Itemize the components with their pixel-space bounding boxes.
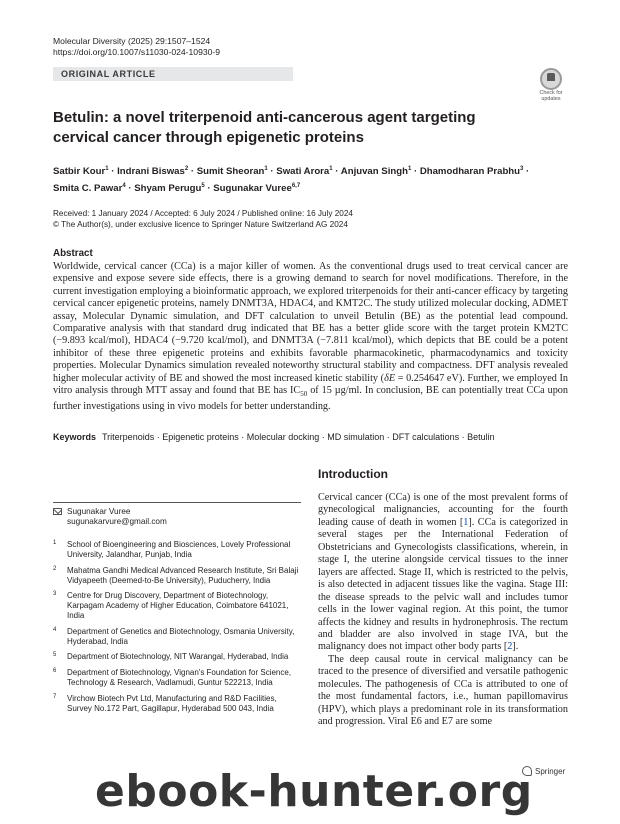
bookmark-icon <box>540 68 562 90</box>
publisher-logo <box>522 766 565 776</box>
author[interactable]: Sugunakar Vuree$^{6,7}$ <box>213 183 301 194</box>
author[interactable]: Shyam Perugu$^5$ <box>134 183 205 194</box>
affiliations <box>53 540 301 719</box>
springer-horse-icon <box>522 766 532 776</box>
journal-header <box>53 36 220 58</box>
author[interactable]: Indrani Biswas$^2$ <box>117 166 189 177</box>
introduction-text <box>318 492 568 729</box>
correspondence <box>53 507 301 527</box>
keywords-list: Triterpenoids · Epigenetic proteins · Molecular docking · MD simulation · DFT calculations · Betulin <box>102 432 495 442</box>
author[interactable]: Sumit Sheoran$^1$ <box>196 166 268 177</box>
affiliation: 2 Mahatma Gandhi Medical Advanced Research Institute, Sri Balaji Vidyapeeth (Deemed-to-Be University), Puducherry, India <box>53 565 299 585</box>
affiliation: 4 Department of Genetics and Biotechnology, Osmania University, Hyderabad, India <box>53 626 295 646</box>
publisher-name: Springer <box>535 766 566 776</box>
affiliation: 7 Virchow Biotech Pvt Ltd, Manufacturing and R&D Facilities, Survey No.172 Part, Gagillapur, Hyderabad 500 043, India <box>53 693 277 713</box>
keywords-label: Keywords <box>53 432 97 442</box>
author[interactable]: Anjuvan Singh$^1$ <box>340 166 412 177</box>
journal-citation: Molecular Diversity (2025) 29:1507–1524 <box>53 36 211 46</box>
copyright-line: © The Author(s), under exclusive licence to Springer Nature Switzerland AG 2024 <box>53 220 348 229</box>
footnote-divider <box>53 502 301 503</box>
corresponding-author: Sugunakar Vuree <box>67 507 131 516</box>
abstract-heading: Abstract <box>53 248 93 259</box>
abstract-text: Worldwide, cervical cancer (CCa) is a major killer of women. As the conventional drugs used to treat cervical cancer are expensive and expose severe side effects, there is a growing demand to search for novel modifications. Therefore, in the current investigation employing a bioinformatic approach, we explored triterpenoids for their anti-cancer efficacy by targeting cervical cancer epigenetic proteins, namely DNMT3A, HDAC4, and KMT2C. The study utilized molecular docking, ADMET assay, Molecular Dynamic simulation, and DFT calculation to unveil Betulin (BE) as the potential lead compound. Comparative analysis with that standard drug indicated that BE has a better glide score with the target protein KM2TC (−9.893 kcal/mol), HDAC4 (−9.720 kcal/mol), and DNMT3A (−7.811 kcal/mol), which depicts that BE could be a potent inhibitor of these three epigenetic proteins and exhibits favorable pharmacokinetic, pharmacodynamics and toxicity properties. Molecular Dynamics simulation revealed noteworthy structural stability and compactness. DFT analysis revealed higher molecular activity of BE and showed the most increased kinetic stability (δE = 0.254647 eV). Further, we employed In vitro analysis through MTT assay and found that BE has $IC_{50}$ of 15 µg/ml. In conclusion, BE can potentially treat CCa upon further investigations using in vivo models for better understanding. <box>53 261 569 412</box>
envelope-icon <box>53 508 62 515</box>
check-for-updates-badge[interactable] <box>536 68 566 102</box>
citation-link[interactable]: 1 <box>463 516 469 528</box>
citation-link[interactable]: 2 <box>507 641 513 653</box>
author[interactable]: Swati Arora$^1$ <box>276 166 333 177</box>
affiliation: 1 School of Bioengineering and Biosciences, Lovely Professional University, Jalandhar, Punjab, India <box>53 540 291 559</box>
history-dates: Received: 1 January 2024 / Accepted: 6 July 2024 / Published online: 16 July 2024 <box>53 209 353 218</box>
doi-link[interactable]: https://doi.org/10.1007/s11030-024-10930-9 <box>53 47 221 57</box>
affiliation: 5 Department of Biotechnology, NIT Warangal, Hyderabad, India <box>53 652 289 662</box>
author[interactable]: Dhamodharan Prabhu$^3$ <box>419 166 524 177</box>
author[interactable]: Smita C. Pawar$^4$ <box>53 183 126 194</box>
introduction-heading: Introduction <box>318 467 388 481</box>
author[interactable]: Satbir Kour$^1$ <box>53 166 109 177</box>
affiliation: 6 Department of Biotechnology, Vignan's Foundation for Science, Technology & Research, Vadlamudi, Guntur 522213, India <box>53 667 292 687</box>
article-type-banner: ORIGINAL ARTICLE <box>53 67 293 81</box>
corresponding-email[interactable]: sugunakarvure@gmail.com <box>67 517 167 526</box>
affiliation: 3 Centre for Drug Discovery, Department of Biotechnology, Karpagam Academy of Higher Education, Coimbatore 641021, India <box>53 591 289 621</box>
intro-paragraph-1: Cervical cancer (CCa) is one of the most prevalent forms of gynecological malignancies, accounting for the fourth leading cause of death in women [1]. CCa is categorized in several stages per the International Federation of Obstetricians and Gynecologists classifications, wherein, in stage I, the uterine alongside cervical tissues to the inner layers are affected. Stage II, which is restricted to the pelvis, is also detected in adjacent tissues like the vagina. Stage III: the disease spreads to the pelvic wall and includes tumor cells in the lower vaginal region. At this point, the tumor affects the kidney and results in hydronephrosis. The rectum and bladder are also involved in stage IVA, but the malignancy does not impact other body parts [2]. <box>318 492 568 653</box>
publication-dates <box>53 208 353 230</box>
article-title: Betulin: a novel triterpenoid anti-cancerous agent targeting cervical cancer through epigenetic proteins <box>53 109 476 146</box>
watermark: ebook-hunter.org <box>95 766 533 817</box>
author-list: Satbir Kour$^1$ · Indrani Biswas$^2$ · Sumit Sheoran$^1$ · Swati Arora$^1$ · Anjuvan Singh$^1$ · Dhamodharan Prabhu$^3$ · Smita C. Pawar$^4$ · Shyam Perugu$^5$ · Sugunakar Vuree$^{6,7}$ <box>53 166 530 194</box>
keywords <box>53 431 568 443</box>
intro-paragraph-2: The deep causal route in cervical malignancy can be traced to the presence of diversified and versatile pathogenic molecules. The pathogenesis of CCa is attributed to one of the most fundamental factors, i.e., human papillomavirus (HPV), which plays a predominant role in its transformation and progression. Viral E6 and E7 are some <box>318 653 568 728</box>
check-updates-label: Check for updates <box>539 90 563 102</box>
